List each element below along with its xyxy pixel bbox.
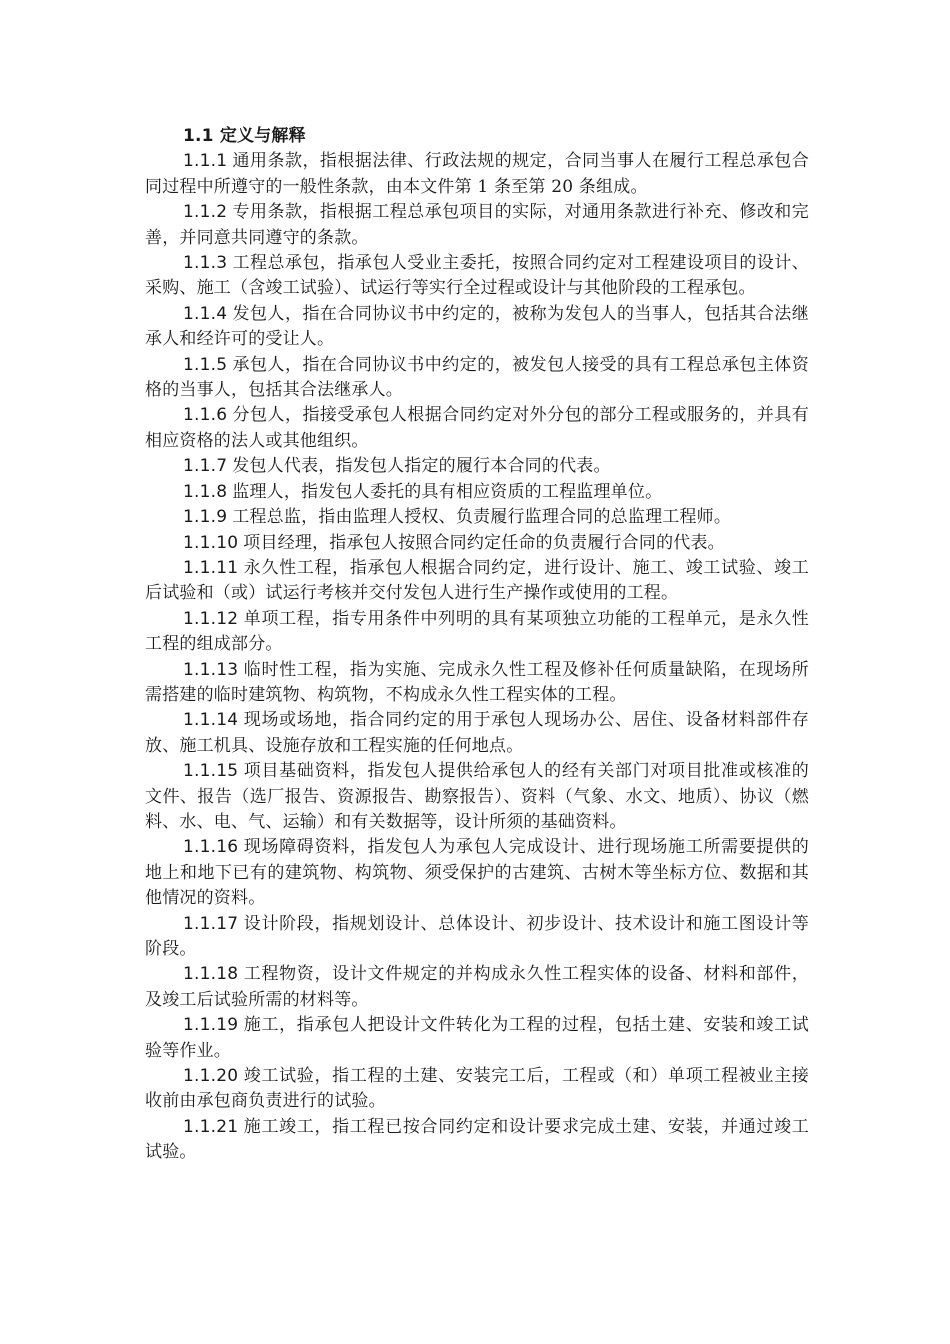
clause-1-1-17 (145, 912, 809, 963)
clause-text: 施工，指承包人把设计文件转化为工程的过程，包括土建、安装和竣工试验等作业。 (145, 1015, 809, 1061)
clause-1-1-11 (145, 556, 809, 607)
clause-1-1-14 (145, 708, 809, 759)
clause-number: 1.1.13 (183, 659, 239, 680)
clause-text: 单项工程，指专用条件中列明的具有某项独立功能的工程单元，是永久性工程的组成部分。 (145, 608, 809, 655)
clause-text: 项目基础资料，指发包人提供给承包人的经有关部门对项目批准或核准的文件、报告（选厂报告、资源报告、勘察报告）、资料（气象、水文、地质）、协议（燃料、水、电、气、运输）和有关数据等，设计所须的基础资料。 (145, 761, 809, 832)
clause-text: 发包人代表，指发包人指定的履行本合同的代表。 (232, 456, 611, 477)
clause-text: 专用条款，指根据工程总承包项目的实际，对通用条款进行补充、修改和完善，并同意共同遵守的条款。 (145, 202, 809, 248)
clause-1-1-10 (145, 531, 809, 556)
document-body (145, 124, 809, 1166)
clause-number: 1.1.5 (183, 354, 228, 375)
clause-1-1-16 (145, 835, 809, 911)
clause-number: 1.1.16 (183, 837, 239, 858)
clause-number: 1.1.14 (183, 710, 239, 731)
clause-number: 1.1.3 (183, 253, 228, 274)
clause-1-1-21 (145, 1115, 809, 1166)
clause-1-1-13 (145, 658, 809, 709)
clause-1-1-9 (145, 505, 809, 530)
clause-1-1-20 (145, 1064, 809, 1115)
clause-text: 永久性工程，指承包人根据合同约定，进行设计、施工、竣工试验、竣工后试验和（或）试运行考核并交付发包人进行生产操作或使用的工程。 (145, 557, 809, 604)
clause-number: 1.1.20 (183, 1066, 239, 1087)
clause-number: 1.1.12 (183, 608, 239, 629)
clause-text: 工程总承包，指承包人受业主委托，按照合同约定对工程建设项目的设计、采购、施工（含竣工试验）、试运行等实行全过程或设计与其他阶段的工程承包。 (145, 253, 809, 299)
clause-text: 发包人，指在合同协议书中约定的，被称为发包人的当事人，包括其合法继承人和经许可的受让人。 (145, 303, 809, 350)
clause-number: 1.1.2 (183, 202, 228, 223)
clause-text: 临时性工程，指为实施、完成永久性工程及修补任何质量缺陷，在现场所需搭建的临时建筑物、构筑物，不构成永久性工程实体的工程。 (145, 659, 809, 705)
clause-number: 1.1.1 (183, 151, 228, 172)
clause-number: 1.1.11 (183, 557, 239, 578)
clause-text: 项目经理，指承包人按照合同约定任命的负责履行合同的代表。 (243, 532, 725, 553)
clause-number: 1.1.21 (183, 1116, 239, 1137)
clause-1-1-6 (145, 403, 809, 454)
clause-1-1-4 (145, 302, 809, 353)
clause-number: 1.1.15 (183, 761, 239, 782)
clause-text: 工程物资，设计文件规定的并构成永久性工程实体的设备、材料和部件，及竣工后试验所需的材料等。 (145, 964, 809, 1010)
clause-1-1-8 (145, 480, 809, 505)
clause-text: 竣工试验，指工程的土建、安装完工后，工程或（和）单项工程被业主接收前由承包商负责进行的试验。 (145, 1066, 809, 1112)
section-heading: 1.1 定义与解释 (183, 126, 306, 146)
clause-1-1-3 (145, 251, 809, 302)
clause-number: 1.1.18 (183, 964, 239, 985)
clause-text: 工程总监，指由监理人授权、负责履行监理合同的总监理工程师。 (232, 507, 732, 528)
clause-number: 1.1.9 (183, 507, 228, 528)
clause-number: 1.1.6 (183, 405, 228, 426)
clause-text: 现场或场地，指合同约定的用于承包人现场办公、居住、设备材料部件存放、施工机具、设施存放和工程实施的任何地点。 (145, 710, 809, 756)
clause-number: 1.1.7 (183, 456, 228, 477)
clause-text: 设计阶段，指规划设计、总体设计、初步设计、技术设计和施工图设计等阶段。 (145, 913, 809, 959)
clause-1-1-2 (145, 200, 809, 251)
clause-number: 1.1.17 (183, 913, 239, 934)
clause-number: 1.1.10 (183, 532, 239, 553)
clause-number: 1.1.4 (183, 303, 228, 324)
clause-text: 施工竣工，指工程已按合同约定和设计要求完成土建、安装，并通过竣工试验。 (145, 1116, 809, 1163)
clause-1-1-7 (145, 454, 809, 479)
clause-text: 分包人，指接受承包人根据合同约定对外分包的部分工程或服务的，并具有相应资格的法人或其他组织。 (145, 405, 809, 451)
clause-number: 1.1.19 (183, 1015, 239, 1036)
clause-number: 1.1.8 (183, 481, 228, 502)
clause-1-1-1 (145, 149, 809, 200)
clause-1-1-5 (145, 353, 809, 404)
clause-1-1-12 (145, 607, 809, 658)
clause-1-1-18 (145, 962, 809, 1013)
clause-text: 通用条款，指根据法律、行政法规的规定，合同当事人在履行工程总承包合同过程中所遵守的一般性条款，由本文件第 1 条至第 20 条组成。 (145, 151, 809, 197)
clause-text: 监理人，指发包人委托的具有相应资质的工程监理单位。 (232, 481, 663, 502)
clause-text: 现场障碍资料，指发包人为承包人完成设计、进行现场施工所需要提供的地上和地下已有的建筑物、构筑物、须受保护的古建筑、古树木等坐标方位、数据和其他情况的资料。 (145, 837, 809, 909)
clause-1-1-15 (145, 759, 809, 835)
clause-text: 承包人，指在合同协议书中约定的，被发包人接受的具有工程总承包主体资格的当事人，包括其合法继承人。 (145, 354, 809, 401)
clause-1-1-19 (145, 1013, 809, 1064)
